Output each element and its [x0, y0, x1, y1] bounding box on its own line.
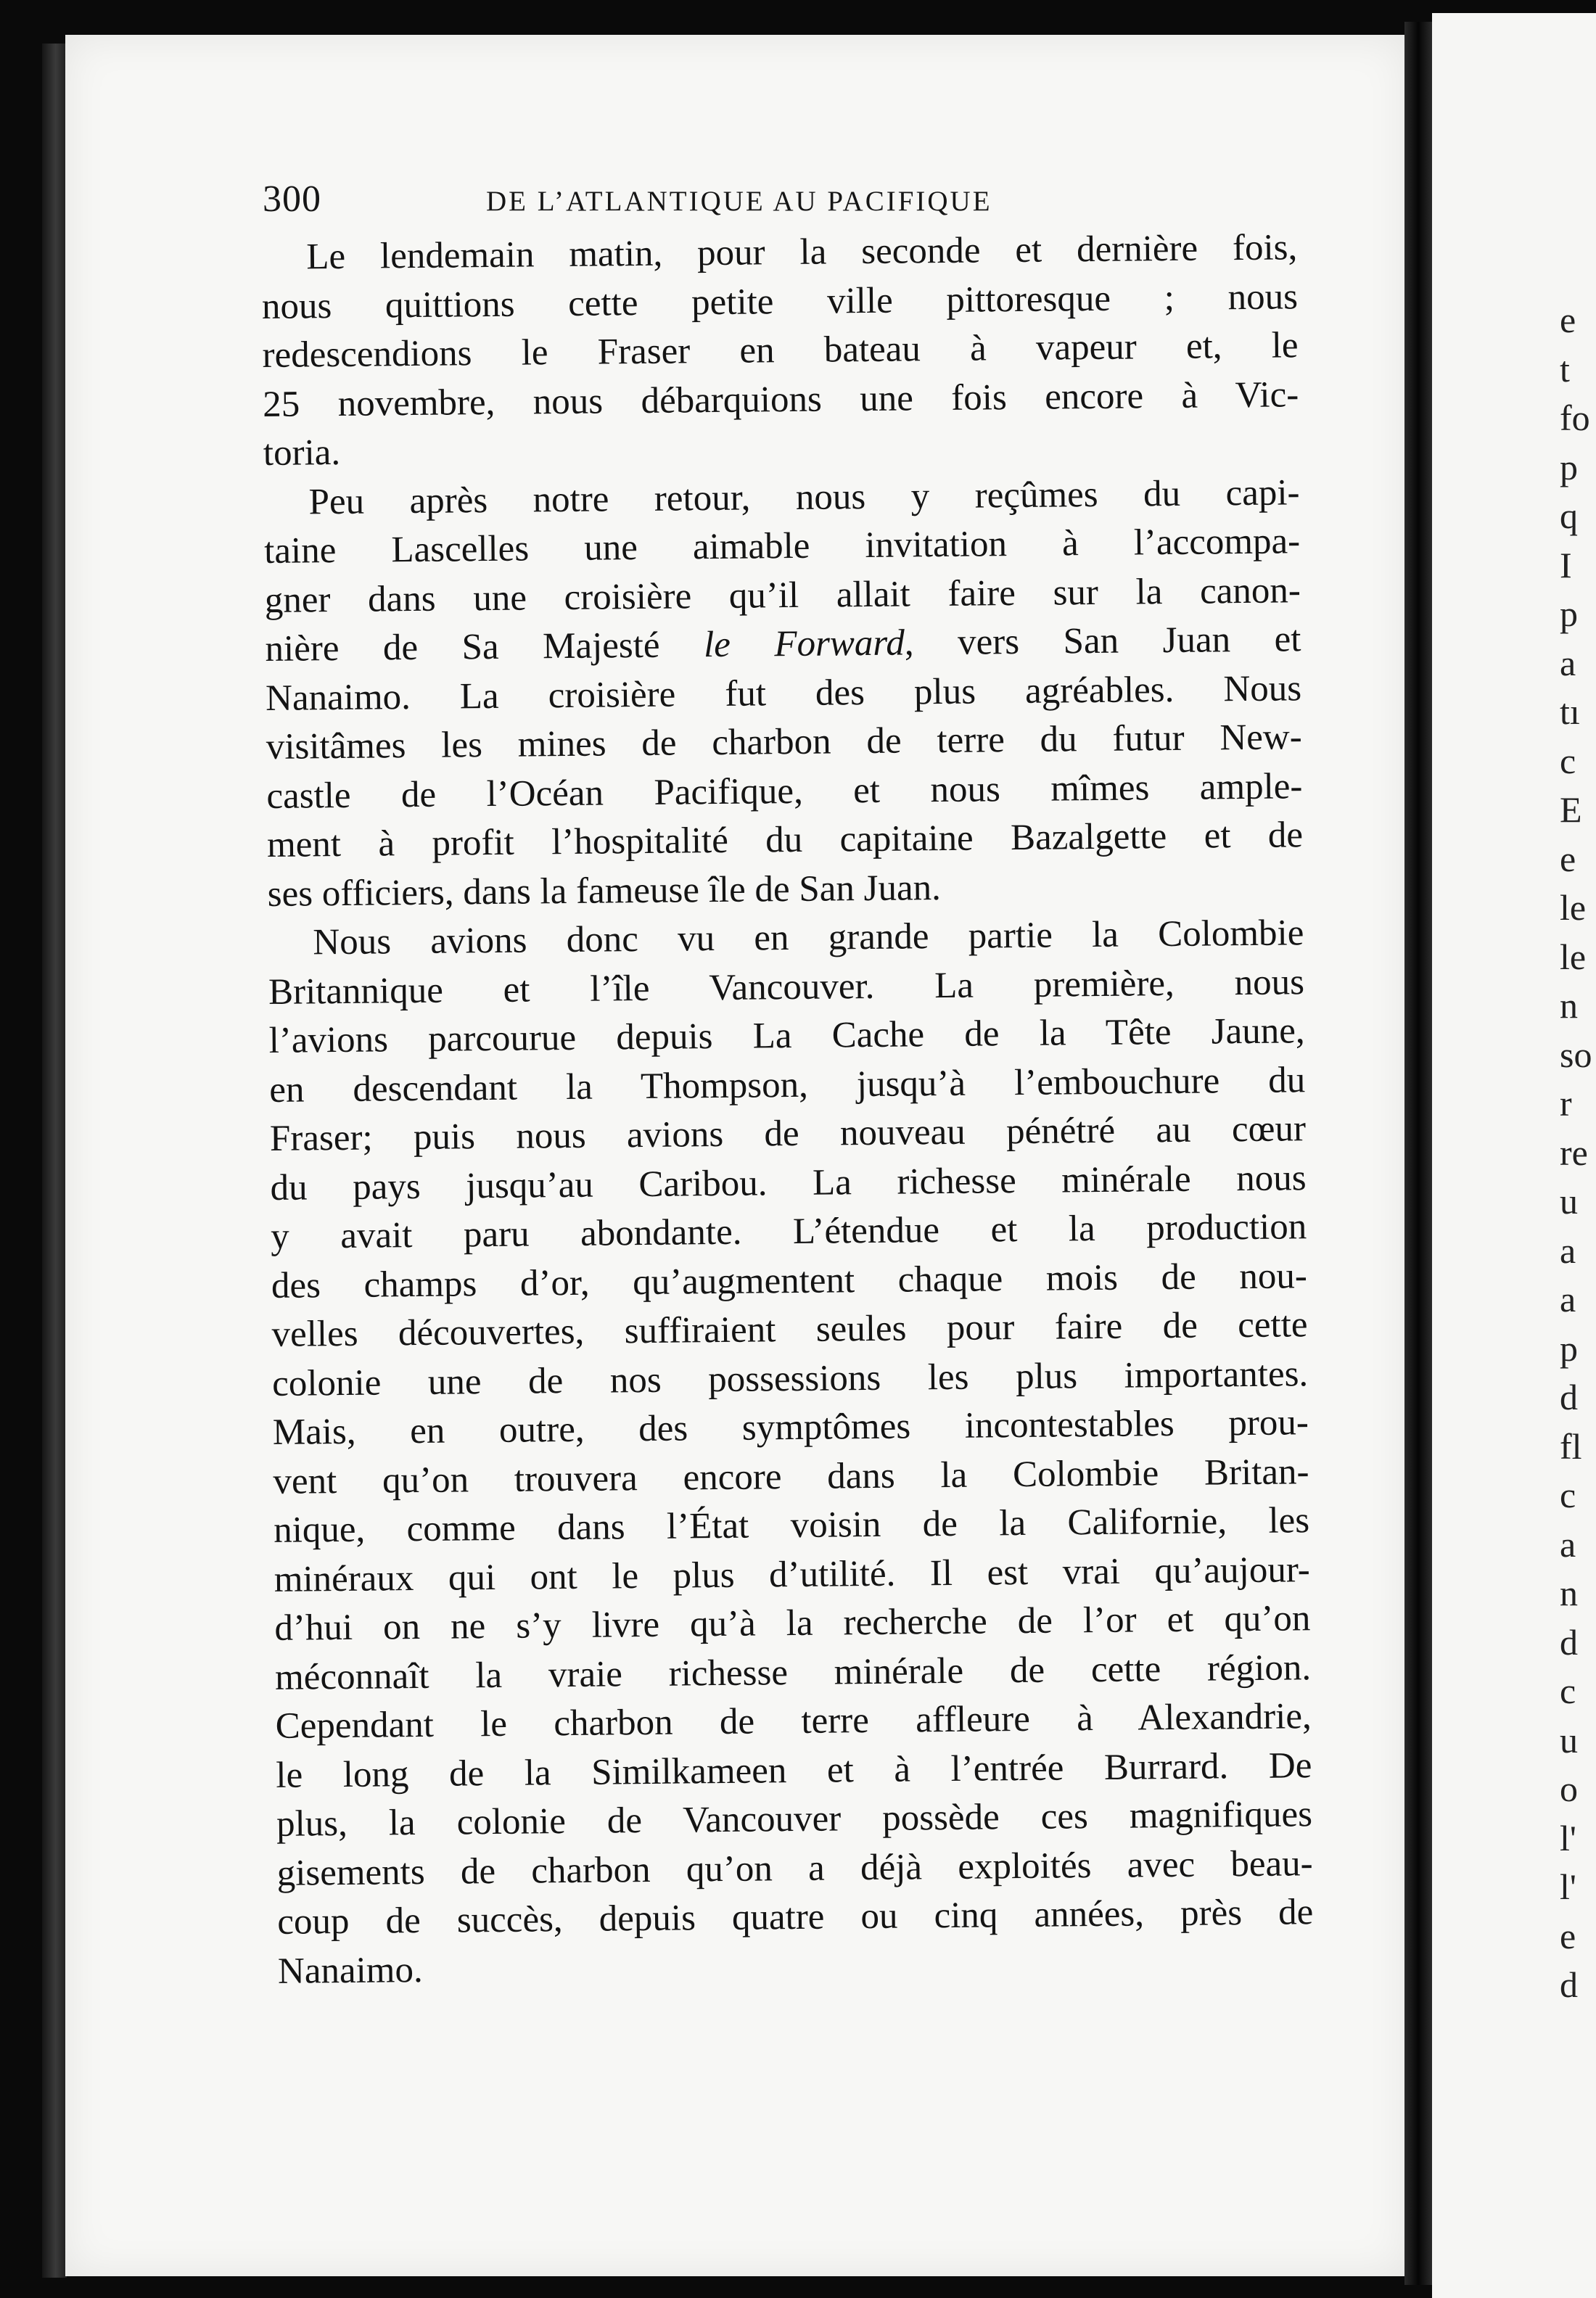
facing-page-fragment: l': [1560, 1866, 1576, 1907]
text-line: Fraser; puis nous avions de nouveau pénétré au cœur: [269, 1108, 1307, 1159]
ship-name: le Forward: [703, 622, 905, 666]
paragraph: [261, 223, 1299, 478]
page-gutter: [1404, 22, 1432, 2285]
facing-page-fragment: r: [1560, 1083, 1572, 1124]
paragraph: [263, 469, 1304, 919]
facing-page-fragment: p: [1560, 446, 1578, 487]
text-line: Nous avions donc vu en grande partie la Colombie: [313, 913, 1304, 963]
text-line: Cependant le charbon de terre affleure à Alexandrie,: [275, 1696, 1312, 1747]
facing-page-fragment: a: [1560, 1230, 1576, 1271]
facing-page-text-fragments: [1560, 296, 1592, 2010]
text-line: plus, la colonie de Vancouver possède ces magnifiques: [276, 1794, 1313, 1845]
text-line: le long de la Similkameen et à l’entrée Burrard. De: [276, 1745, 1312, 1796]
facing-page-fragment: c: [1560, 1475, 1576, 1515]
text-line: des champs d’or, qu’augmentent chaque mois de nou-: [271, 1255, 1308, 1306]
text-line: redescendions le Fraser en bateau à vapeur et, le: [262, 325, 1299, 376]
text-line: gisements de charbon qu’on a déjà exploités avec beau-: [276, 1842, 1313, 1894]
facing-page-fragment: l': [1560, 1817, 1576, 1858]
text-line: du pays jusqu’au Caribou. La richesse minérale nous: [270, 1157, 1307, 1208]
facing-page-fragment: u: [1560, 1719, 1578, 1760]
facing-page-fragment: e: [1560, 838, 1576, 879]
page-number: 300: [263, 178, 321, 220]
book-binding-edge: [42, 44, 67, 2278]
facing-page-fragment: p: [1560, 593, 1578, 634]
text-line: y avait paru abondante. L’étendue et la production: [271, 1206, 1307, 1257]
page-header: [263, 178, 1264, 228]
text-line: vent qu’on trouvera encore dans la Colombie Britan-: [273, 1451, 1309, 1502]
facing-page-fragment: le: [1560, 887, 1587, 928]
text-line: d’hui on ne s’y livre qu’à la recherche de l’or et qu’on: [274, 1598, 1311, 1649]
facing-page-fragment: E: [1560, 789, 1582, 830]
facing-page-fragment: a: [1560, 642, 1576, 683]
text-line: visitâmes les mines de charbon de terre du futur New-: [266, 717, 1302, 767]
running-head: DE L’ATLANTIQUE AU PACIFIQUE: [486, 186, 992, 217]
facing-page-fragment: d: [1560, 1377, 1578, 1417]
text-line: méconnaît la vraie richesse minérale de cette région.: [274, 1647, 1312, 1698]
text-line: castle de l’Océan Pacifique, et nous mîmes ample-: [266, 765, 1303, 817]
text-line: en descendant la Thompson, jusqu’à l’embouchure du: [269, 1059, 1306, 1111]
facing-page-fragment: n: [1560, 1573, 1578, 1613]
text-line: coup de succès, depuis quatre ou cinq années, près de: [277, 1892, 1314, 1943]
text-line: taine Lascelles une aimable invitation à l’accompa-: [263, 521, 1301, 572]
facing-page-fragment: n: [1560, 985, 1578, 1026]
facing-page-fragment: o: [1560, 1768, 1578, 1809]
text-line: gner dans une croisière qu’il allait faire sur la canon-: [264, 569, 1301, 621]
text-line: Le lendemain matin, pour la seconde et dernière fois,: [306, 227, 1298, 278]
facing-page-fragment: a: [1560, 1523, 1576, 1565]
text-line: velles découvertes, suffiraient seules pour faire de cette: [271, 1304, 1308, 1355]
text-line: Britannique et l’île Vancouver. La première, nous: [268, 961, 1305, 1013]
text-line: nous quittions cette petite ville pittoresque ; nous: [261, 276, 1299, 327]
text-line: Mais, en outre, des symptômes incontestables prou-: [272, 1402, 1309, 1453]
facing-page-fragment: so: [1560, 1034, 1592, 1075]
facing-page-fragment: fo: [1560, 398, 1590, 438]
text-line: ses officiers, dans la fameuse île de San Juan.: [267, 867, 942, 915]
facing-page-fragment: I: [1560, 544, 1572, 585]
facing-page-fragment: e: [1560, 1915, 1576, 1956]
text-line: minéraux qui ont le plus d’utilité. Il est vrai qu’aujour-: [273, 1549, 1311, 1600]
text-line: Nanaimo.: [277, 1949, 423, 1992]
text-line: ment à profit l’hospitalité du capitaine Bazalgette et de: [266, 815, 1304, 865]
text-line: l’avions parcourue depuis La Cache de la Tête Jaune,: [268, 1010, 1305, 1061]
body-text: [261, 223, 1314, 1996]
facing-page-fragment: c: [1560, 740, 1576, 781]
text-line: Peu après notre retour, nous y reçûmes du capi-: [308, 471, 1300, 522]
text-line: Nanaimo. La croisière fut des plus agréables. Nous: [265, 667, 1302, 719]
facing-page-fragment: d: [1560, 1964, 1578, 2005]
facing-page-fragment: t: [1560, 348, 1570, 390]
facing-page-fragment: tı: [1560, 691, 1580, 732]
facing-page-fragment: c: [1560, 1671, 1576, 1711]
paragraph: [268, 909, 1314, 1996]
facing-page-fragment: fl: [1560, 1425, 1582, 1467]
facing-page-fragment: p: [1560, 1327, 1578, 1369]
text-line: nière de Sa Majesté le Forward, vers San Juan et: [265, 619, 1301, 670]
facing-page-fragment: e: [1560, 300, 1576, 340]
facing-page-fragment: d: [1560, 1621, 1578, 1663]
text-line: toria.: [263, 432, 341, 474]
facing-page-fragment: le: [1560, 936, 1587, 977]
facing-page-fragment: a: [1560, 1279, 1576, 1319]
facing-page-fragment: q: [1560, 495, 1578, 536]
text-line: 25 novembre, nous débarquions une fois encore à Vic-: [262, 374, 1299, 425]
text-line: nique, comme dans l’État voisin de la Californie, les: [273, 1500, 1310, 1551]
text-line: colonie une de nos possessions les plus importantes.: [271, 1353, 1309, 1404]
facing-page-fragment: u: [1560, 1181, 1578, 1222]
facing-page-fragment: re: [1560, 1132, 1588, 1173]
